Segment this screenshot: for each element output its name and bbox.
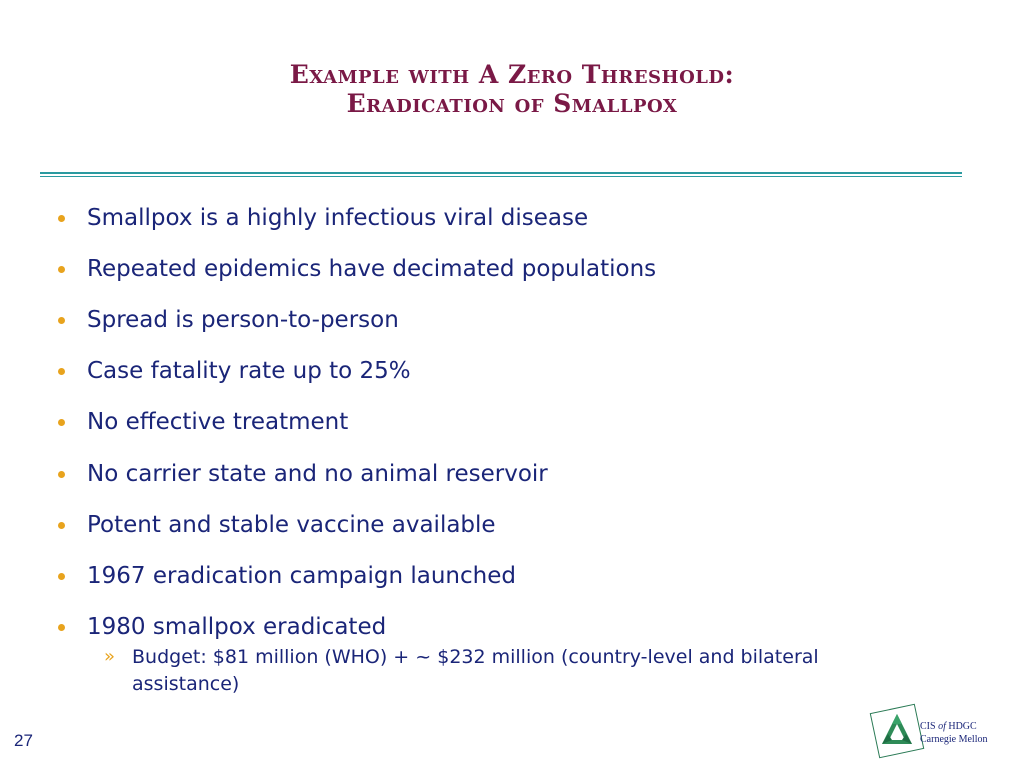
bullet-text: 1980 smallpox eradicated: [87, 614, 387, 641]
bullet-dot-icon: [58, 215, 65, 222]
bullet-item: [58, 346, 958, 397]
bullet-text: Potent and stable vaccine available: [87, 511, 496, 538]
bullet-dot-icon: [58, 368, 65, 375]
title-divider: [40, 172, 962, 174]
bullet-dot-icon: [58, 266, 65, 273]
bullet-dot-icon: [58, 471, 65, 478]
bullet-item: [58, 550, 958, 601]
bullet-item: [58, 397, 958, 448]
bullet-text: Case fatality rate up to 25%: [87, 358, 411, 385]
page-number: 27: [14, 731, 33, 750]
bullet-item: [58, 448, 958, 499]
slide-title-line1: Example with A Zero Threshold:: [289, 60, 735, 89]
bullet-text: No carrier state and no animal reservoir: [87, 460, 548, 487]
triangle-arrows-logo-icon: [878, 710, 916, 752]
logo-line1: [920, 720, 987, 733]
bullet-item: [58, 192, 958, 243]
slide-title: [0, 60, 1024, 118]
logo-line1-of: of: [938, 721, 946, 732]
bullet-text: No effective treatment: [87, 409, 349, 436]
sub-bullet: [104, 644, 904, 698]
bullet-text: 1967 eradication campaign launched: [87, 562, 516, 589]
bullet-dot-icon: [58, 624, 65, 631]
bullet-dot-icon: [58, 419, 65, 426]
title-divider-thin: [40, 176, 962, 177]
cis-hdgc-logo: [874, 706, 1004, 764]
logo-line1-b: HDGC: [945, 721, 977, 732]
bullet-item: [58, 243, 958, 294]
bullet-list: [58, 192, 958, 653]
bullet-item: [58, 499, 958, 550]
sub-bullet-marker-icon: »: [104, 646, 116, 667]
bullet-dot-icon: [58, 317, 65, 324]
bullet-text: Spread is person-to-person: [87, 306, 399, 333]
bullet-dot-icon: [58, 522, 65, 529]
bullet-item: [58, 294, 958, 345]
bullet-text: Smallpox is a highly infectious viral disease: [87, 204, 589, 231]
logo-text: [920, 720, 987, 746]
slide-title-line2: Eradication of Smallpox: [346, 89, 678, 118]
bullet-dot-icon: [58, 573, 65, 580]
logo-line2: Carnegie Mellon: [920, 734, 988, 745]
bullet-text: Repeated epidemics have decimated populations: [87, 255, 657, 282]
logo-line1-a: CIS: [920, 721, 939, 732]
sub-bullet-text: Budget: $81 million (WHO) + ~ $232 million (country-level and bilateral assistance): [132, 646, 819, 695]
